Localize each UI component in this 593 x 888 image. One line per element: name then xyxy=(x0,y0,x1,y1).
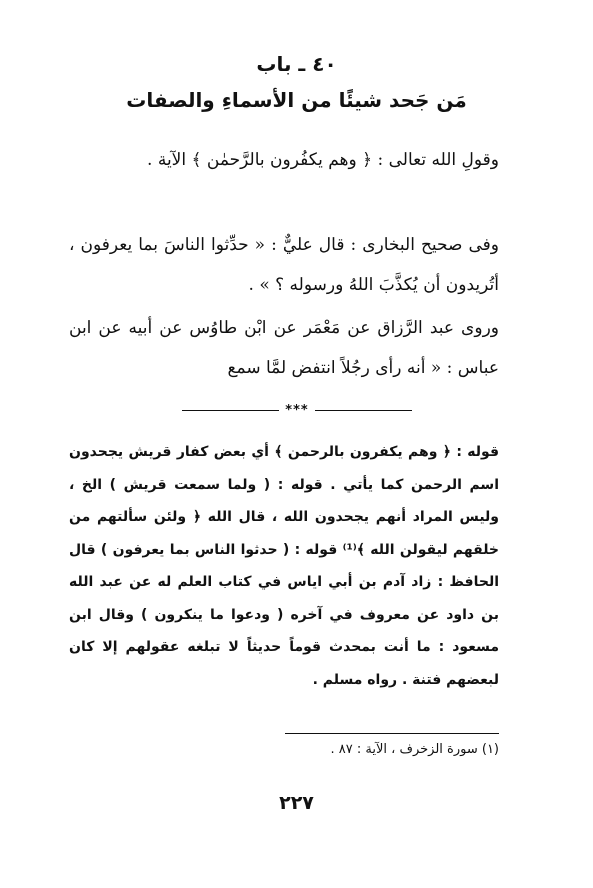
footnote: (١) سورة الزخرف ، الآية : ٨٧ . xyxy=(330,742,499,757)
commentary-text: قوله : ﴿ وهم يكفرون بالرحمن ﴾ أي بعض كفار قريش يجحدون اسم الرحمن كما يأتي . قوله : ( ولما سمعت قريش ) الخ ، وليس المراد أنهم يجحدون الله ، قال الله ﴿ ولئن سألتهم من خلقهم ليقولن الله ﴾⁽¹⁾ قوله : ( حدثوا الناس بما يعرفون ) قال الحافظ : زاد آدم بن أبي اياس في كتاب العلم له عن عبد الله بن داود عن معروف في آخره ( ودعوا ما ينكرون ) وقال ابن مسعود : ما أنت بمحدث قوماً حديثاً لا تبلغه عقولهم إلا كان لبعضهم فتنة . رواه مسلم . xyxy=(69,444,499,688)
chapter-number: ٤٠ ـ باب xyxy=(256,52,337,76)
page-number: ٢٢٧ xyxy=(279,792,314,814)
main-paragraph-2: وفى صحيح البخارى : قال عليٌّ : « حدِّثوا الناسَ بما يعرفون ، أتُريدون أن يُكذَّبَ اللهُ ورسوله ؟ » . xyxy=(69,235,499,295)
chapter-title: مَن جَحد شيئًا من الأسماءِ والصفات xyxy=(126,88,467,112)
main-paragraph-1: وقولِ الله تعالى : ﴿ وهم يكفُرون بالرَّحمٰن ﴾ الآية . xyxy=(147,150,499,170)
footnote-rule xyxy=(285,733,499,734)
main-paragraph-3: وروى عبد الرَّزاق عن مَعْمَر عن ابْن طاوُس عن أبيه عن ابن عباس : « أنه رأى رجُلاً انتفض لمَّا سمع xyxy=(69,318,499,378)
divider-line-left xyxy=(182,410,279,411)
divider-stars: *** xyxy=(285,402,309,418)
divider-line-right xyxy=(315,410,412,411)
section-divider xyxy=(182,400,412,420)
